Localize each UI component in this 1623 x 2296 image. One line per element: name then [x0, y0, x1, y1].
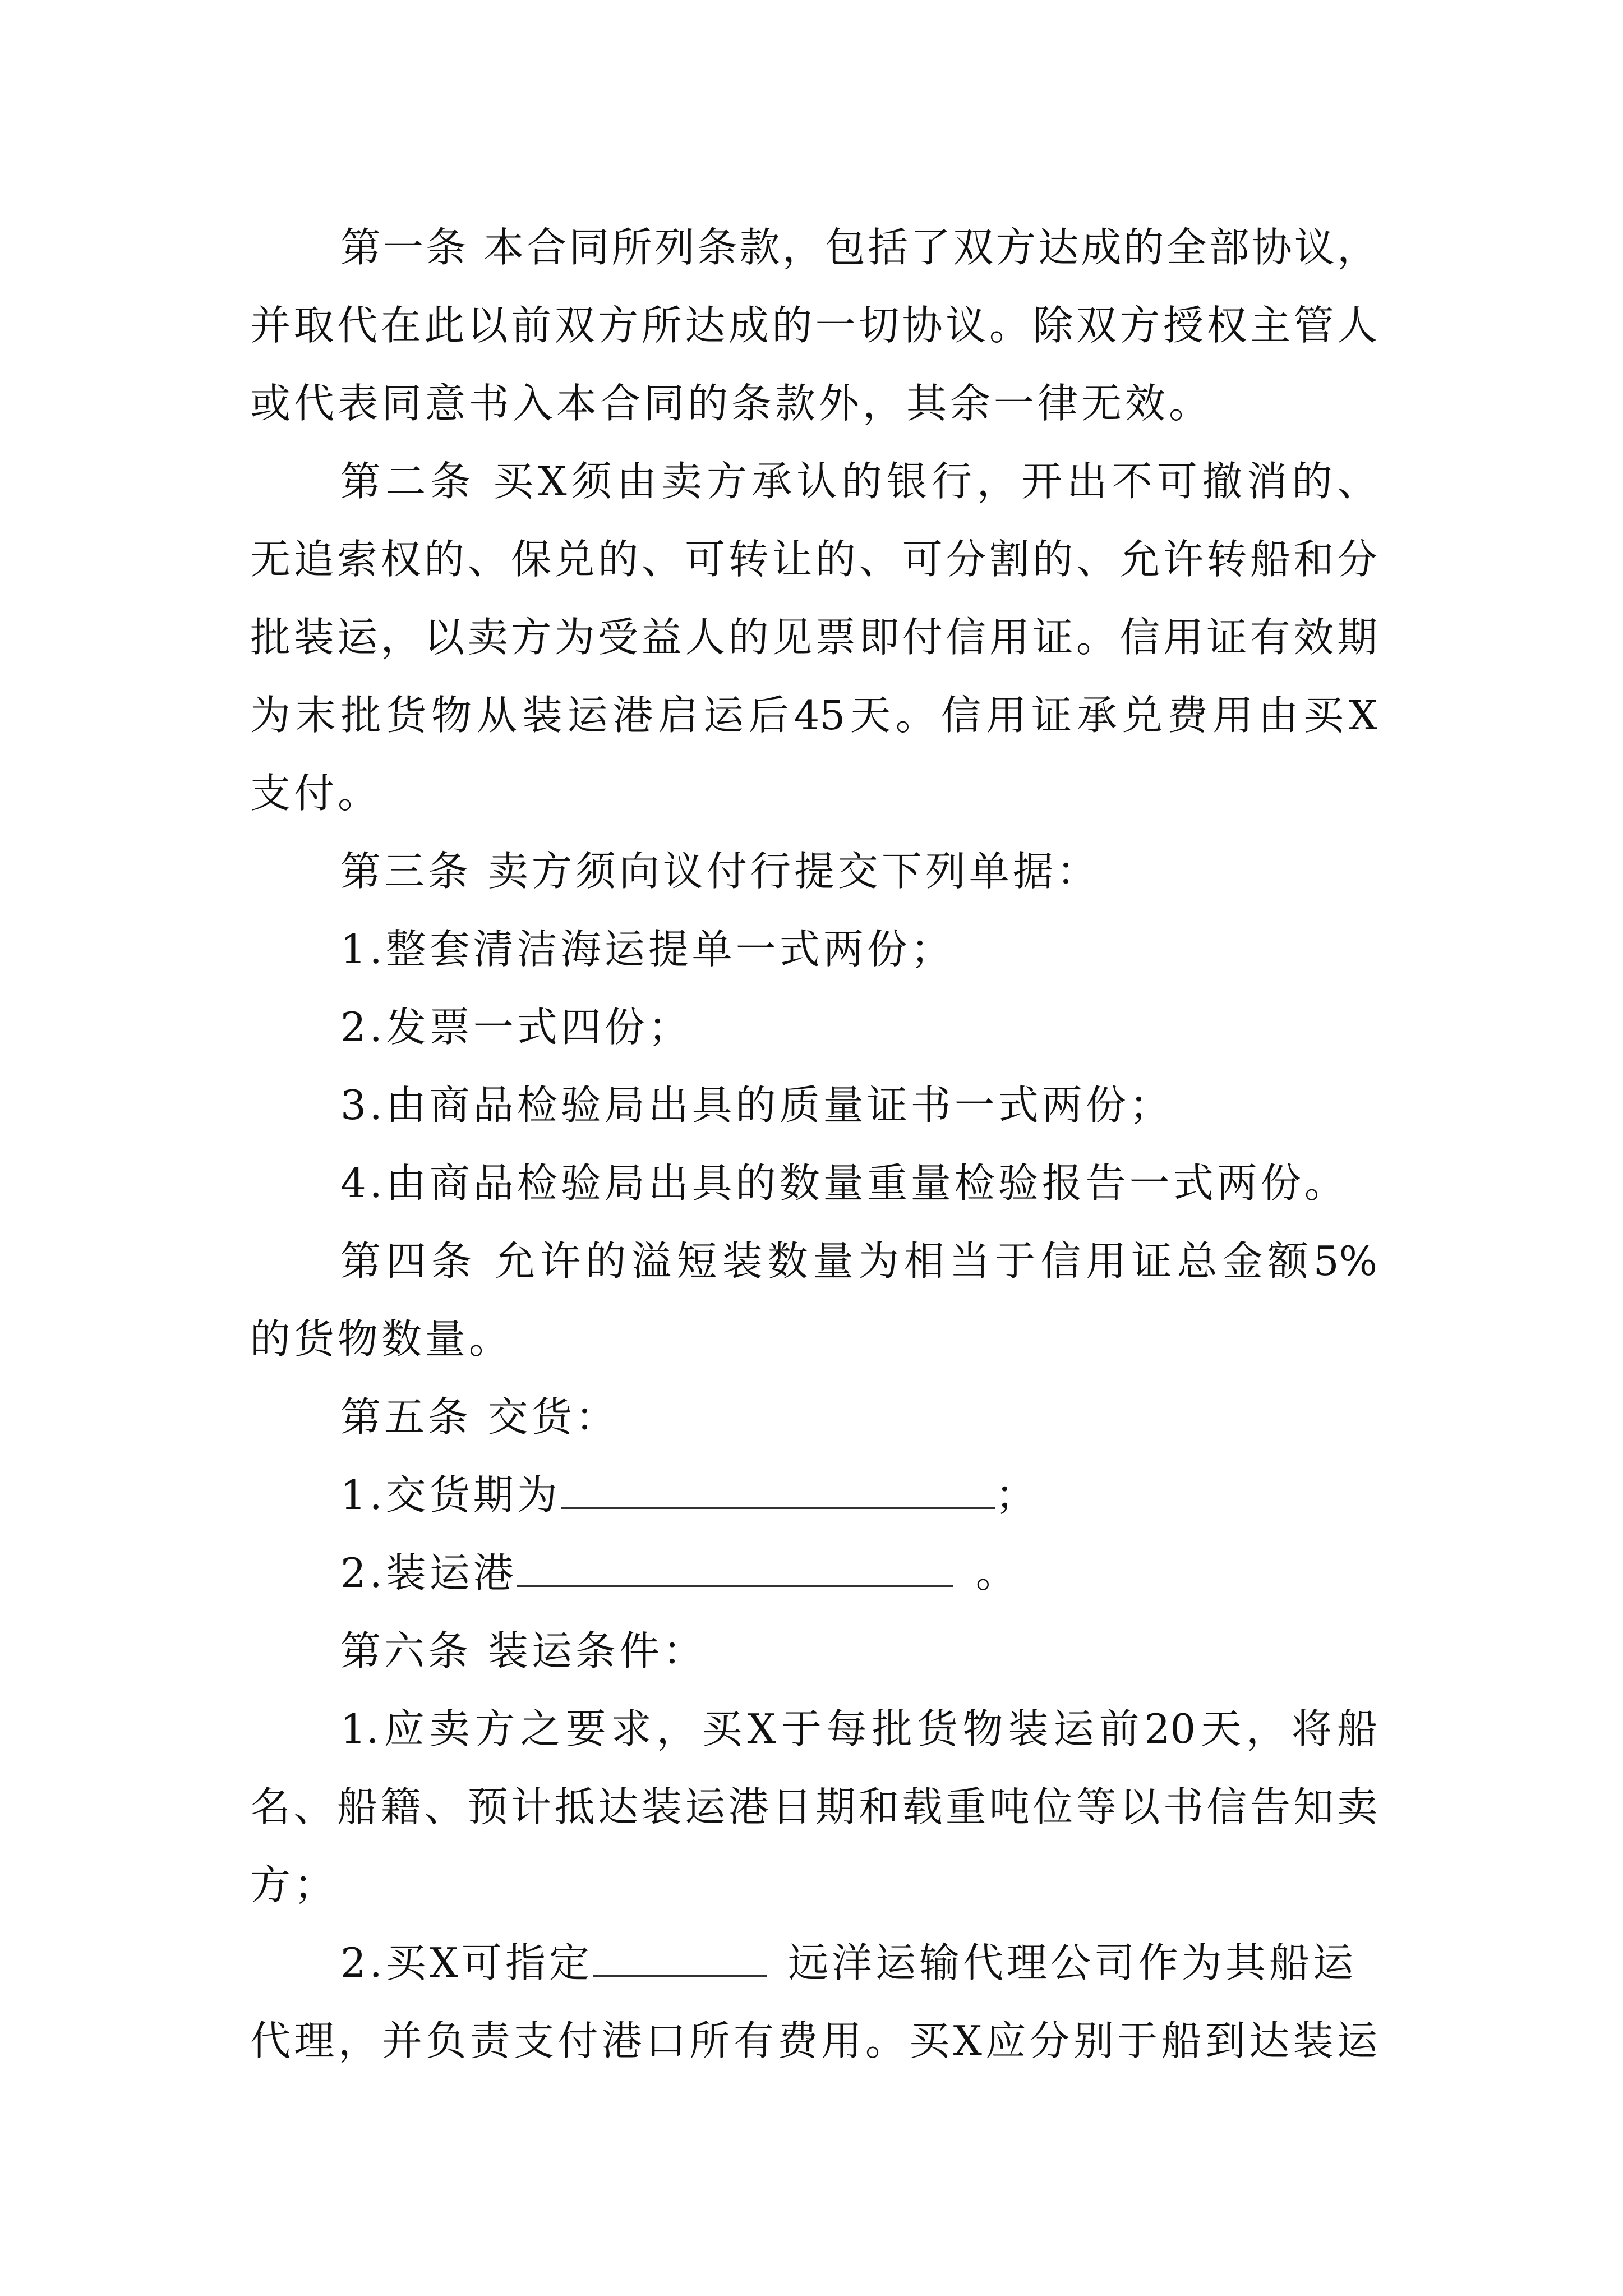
loading-port-line	[250, 1534, 1377, 1612]
article-5-heading: 第五条 交货：	[340, 1393, 619, 1441]
article-6-item-1-line-3: 方；	[250, 1861, 338, 1908]
loading-port-label: 2.装运港	[340, 1549, 517, 1596]
loading-port-end: 。	[975, 1549, 1020, 1596]
article-2-line-4: 为末批货物从装运港启运后45天。信用证承兑费用由买X	[250, 692, 1377, 739]
shipping-agent-text: 远洋运输代理公司作为其船运	[787, 1939, 1357, 1986]
article-3-item-3: 3.由商品检验局出具的质量证书一式两份；	[340, 1082, 1173, 1129]
article-1-line-1: 第一条 本合同所列条款，包括了双方达成的全部协议，	[340, 224, 1377, 271]
shipping-agent-line	[250, 1924, 1377, 2002]
article-3-item-4: 4.由商品检验局出具的数量重量检验报告一式两份。	[340, 1159, 1348, 1207]
delivery-period-blank	[561, 1470, 995, 1509]
article-2-line-3: 批装运，以卖方为受益人的见票即付信用证。信用证有效期	[250, 614, 1377, 661]
article-6-heading: 第六条 装运条件：	[340, 1627, 707, 1674]
article-4-line-2: 的货物数量。	[250, 1315, 513, 1363]
contract-text	[250, 209, 1377, 2080]
article-4-line-1: 第四条 允许的溢短装数量为相当于信用证总金额5%	[340, 1237, 1377, 1285]
article-3-heading: 第三条 卖方须向议付行提交下列单据：	[340, 848, 1100, 895]
loading-port-blank	[517, 1548, 953, 1587]
article-1-line-2: 并取代在此以前双方所达成的一切协议。除双方授权主管人	[250, 302, 1377, 349]
shipping-agent-blank	[593, 1938, 767, 1977]
article-3-item-1: 1.整套清洁海运提单一式两份；	[340, 926, 955, 973]
article-2-line-5: 支付。	[250, 770, 382, 817]
shipping-agent-label: 2.买X可指定	[340, 1939, 593, 1986]
delivery-period-end: ；	[995, 1471, 1039, 1519]
article-3-item-2: 2.发票一式四份；	[340, 1004, 692, 1051]
article-1-line-3: 或代表同意书入本合同的条款外，其余一律无效。	[250, 380, 1213, 427]
article-2-line-2: 无追索权的、保兑的、可转让的、可分割的、允许转船和分	[250, 536, 1377, 583]
article-6-item-1-line-2: 名、船籍、预计抵达装运港日期和载重吨位等以书信告知卖	[250, 1783, 1377, 1830]
article-6-item-1-line-1: 1.应卖方之要求，买X于每批货物装运前20天，将船	[340, 1705, 1377, 1752]
article-2-line-1: 第二条 买X须由卖方承认的银行，开出不可撤消的、	[340, 458, 1377, 505]
article-6-item-2-line-2: 代理，并负责支付港口所有费用。买X应分别于船到达装运	[250, 2017, 1377, 2064]
delivery-period-label: 1.交货期为	[340, 1471, 561, 1519]
delivery-period-line	[250, 1456, 1377, 1534]
